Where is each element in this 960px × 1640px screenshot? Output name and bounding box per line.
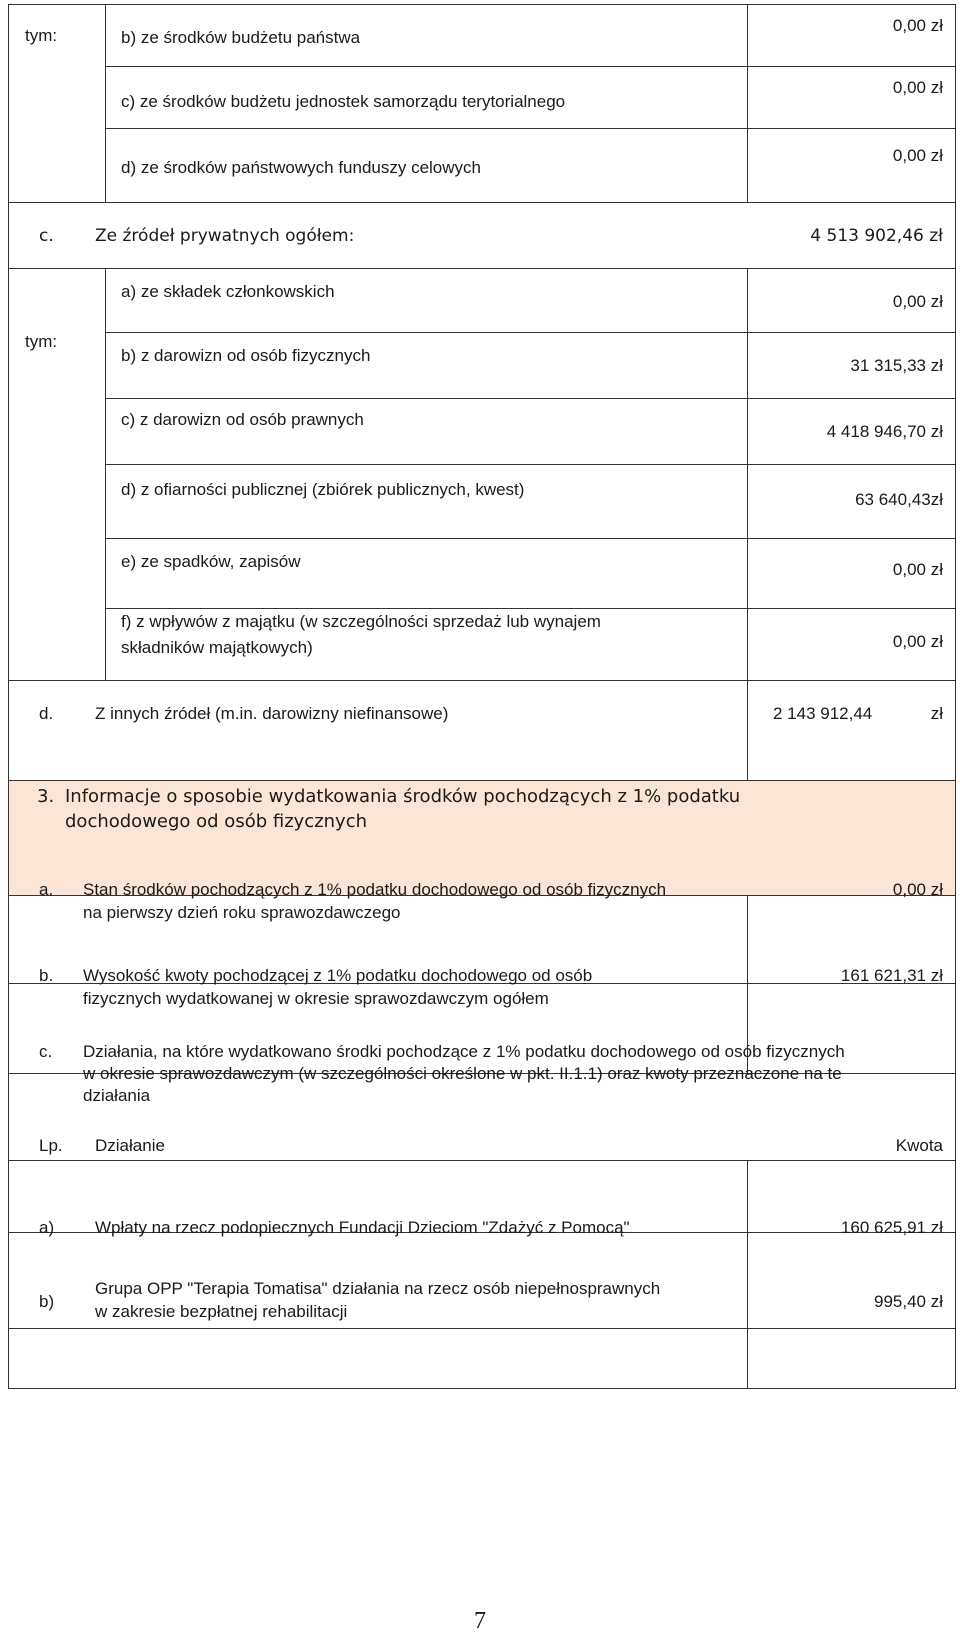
other-sources-label: Z innych źródeł (m.in. darowizny niefinansowe): [95, 704, 449, 723]
currency-label: zł: [930, 704, 943, 723]
row-label: na pierwszy dzień roku sprawozdawczego: [83, 903, 401, 922]
row-line: [9, 202, 955, 203]
row-amount: 4 418 946,70 zł: [826, 422, 943, 441]
row-marker: c.: [39, 1042, 53, 1061]
row-amount: 0,00 zł: [892, 632, 943, 651]
row-label: Wysokość kwoty pochodzącej z 1% podatku dochodowego od osób: [83, 966, 593, 985]
row-label: d) z ofiarności publicznej (zbiórek publicznych, kwest): [121, 480, 525, 499]
page-number: 7: [474, 1608, 486, 1634]
action-description: w zakresie bezpłatnej rehabilitacji: [95, 1302, 348, 1321]
tym-label: tym:: [25, 332, 58, 351]
row-marker: b.: [39, 966, 54, 985]
section-marker: c.: [39, 226, 54, 246]
action-lp: b): [39, 1292, 55, 1311]
row-line: [105, 66, 955, 67]
row-line: [9, 1160, 955, 1161]
row-label: d) ze środków państwowych funduszy celowych: [121, 158, 481, 177]
section-number: 3.: [37, 786, 55, 807]
row-line: [9, 680, 955, 681]
row-label: b) z darowizn od osób fizycznych: [121, 346, 371, 365]
col-line: [105, 4, 106, 202]
section-title: dochodowego od osób fizycznych: [65, 811, 368, 832]
row-line: [9, 1328, 955, 1329]
row-amount: 0,00 zł: [892, 292, 943, 311]
tym-label: tym:: [25, 26, 58, 45]
col-line: [747, 268, 748, 680]
row-amount: 31 315,33 zł: [850, 356, 943, 375]
financial-table: [8, 4, 956, 1389]
row-label: c) ze środków budżetu jednostek samorządu terytorialnego: [121, 92, 566, 111]
column-header-lp: Lp.: [39, 1136, 63, 1155]
row-label: c) z darowizn od osób prawnych: [121, 410, 364, 429]
row-amount: 0,00 zł: [892, 146, 943, 165]
row-label: w okresie sprawozdawczym (w szczególności określone w pkt. II.1.1) oraz kwoty przeznaczone na te: [83, 1064, 842, 1083]
row-amount: 161 621,31 zł: [840, 966, 943, 985]
col-line: [747, 4, 748, 202]
row-line: [105, 128, 955, 129]
row-line: [105, 332, 955, 333]
column-header-action: Działanie: [95, 1136, 165, 1155]
row-amount: 0,00 zł: [892, 880, 943, 899]
row-label: a) ze składek członkowskich: [121, 282, 335, 301]
row-label: składników majątkowych): [121, 638, 313, 657]
row-amount: 63 640,43zł: [855, 490, 943, 509]
row-line: [9, 268, 955, 269]
row-amount: 0,00 zł: [892, 78, 943, 97]
action-amount: 160 625,91 zł: [840, 1218, 943, 1237]
row-marker: a.: [39, 880, 54, 899]
row-label: Stan środków pochodzących z 1% podatku dochodowego od osób fizycznych: [83, 880, 667, 899]
row-line: [9, 4, 955, 5]
row-amount: 0,00 zł: [892, 560, 943, 579]
other-sources-amount: 2 143 912,44: [773, 704, 873, 723]
row-label: Działania, na które wydatkowano środki pochodzące z 1% podatku dochodowego od osób fizycznych: [83, 1042, 845, 1061]
row-line: [9, 780, 955, 781]
section-title: Informacje o sposobie wydatkowania środków pochodzących z 1% podatku: [65, 786, 741, 807]
row-label: e) ze spadków, zapisów: [121, 552, 301, 571]
row-amount: 0,00 zł: [892, 16, 943, 35]
private-total-label: Ze źródeł prywatnych ogółem:: [95, 226, 355, 246]
action-amount: 995,40 zł: [874, 1292, 943, 1311]
action-description: Grupa OPP "Terapia Tomatisa" działania na rzecz osób niepełnosprawnych: [95, 1279, 661, 1298]
row-line: [105, 538, 955, 539]
row-label: f) z wpływów z majątku (w szczególności sprzedaż lub wynajem: [121, 612, 601, 631]
row-label: działania: [83, 1086, 151, 1105]
row-label: fizycznych wydatkowanej w okresie sprawozdawczym ogółem: [83, 989, 549, 1008]
col-line: [105, 268, 106, 680]
col-line: [747, 680, 748, 780]
row-line: [105, 398, 955, 399]
private-total-amount: 4 513 902,46 zł: [810, 226, 943, 246]
action-lp: a): [39, 1218, 55, 1237]
column-header-amount: Kwota: [895, 1136, 943, 1155]
col-line: [747, 1160, 748, 1388]
row-label: b) ze środków budżetu państwa: [121, 28, 361, 47]
action-description: Wpłaty na rzecz podopiecznych Fundacji Dzieciom "Zdażyć z Pomocą": [95, 1218, 630, 1237]
section-marker: d.: [39, 704, 54, 723]
row-line: [105, 464, 955, 465]
